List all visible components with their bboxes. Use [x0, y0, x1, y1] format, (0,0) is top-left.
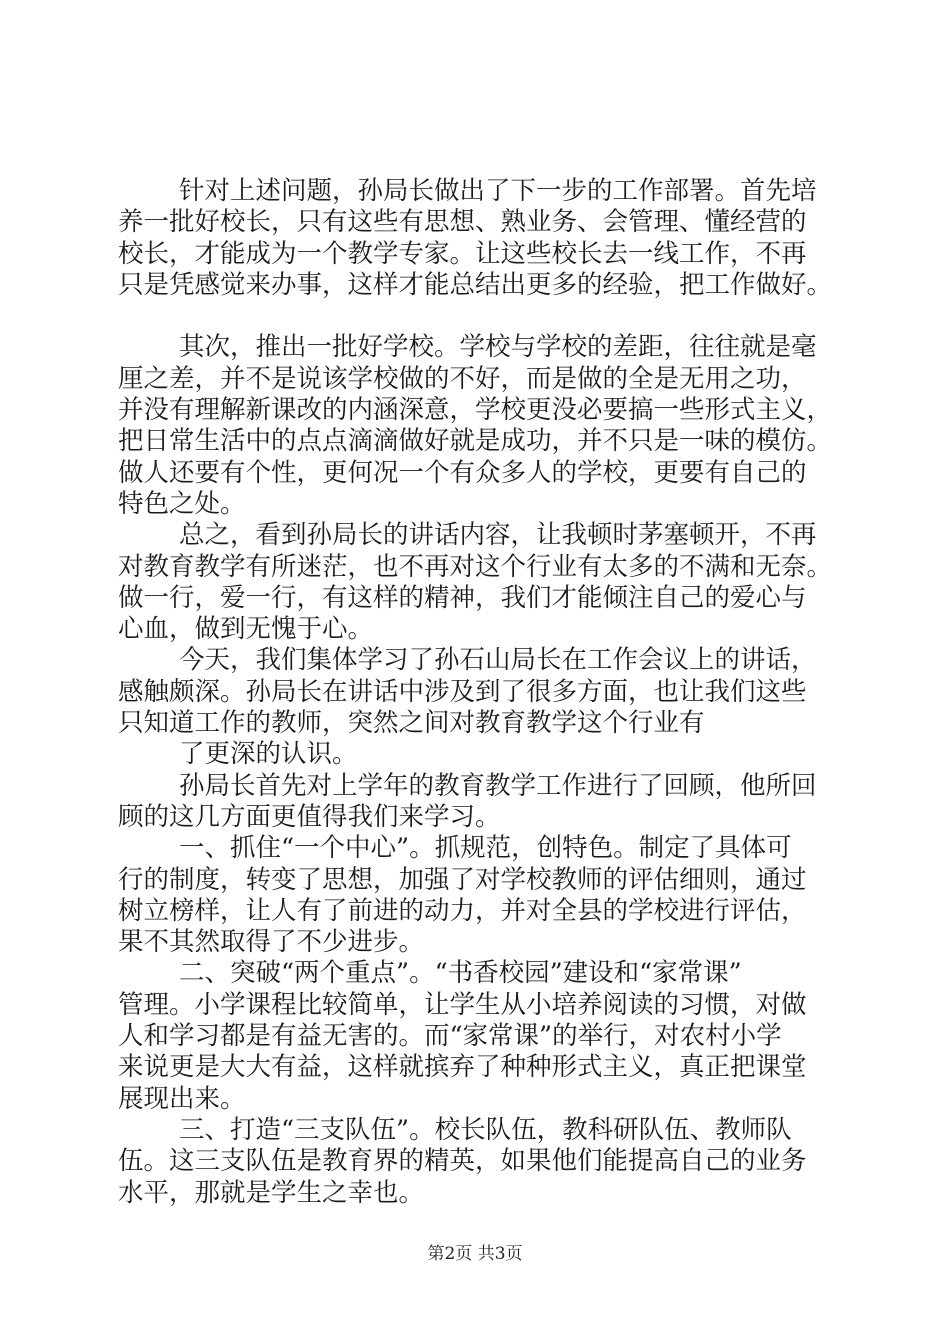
text-line: 对教育教学有所迷茫，也不再对这个行业有太多的不满和无奈。	[118, 551, 833, 582]
text-line: 水平，那就是学生之幸也。	[118, 1177, 425, 1208]
text-line: 特色之处。	[118, 488, 246, 519]
text-line: 二、突破“两个重点”。“书香校园”建设和“家常课”	[179, 958, 742, 989]
text-line: 养一批好校长，只有这些有思想、熟业务、会管理、懂经营的	[118, 207, 807, 238]
text-line: 果不其然取得了不少进步。	[118, 927, 425, 958]
text-line: 今天，我们集体学习了孙石山局长在工作会议上的讲话，	[179, 645, 817, 676]
paragraph-gap	[118, 301, 838, 332]
text-line: 厘之差，并不是说该学校做的不好，而是做的全是无用之功，	[118, 363, 807, 394]
text-line: 做人还要有个性，更何况一个有众多人的学校，更要有自己的	[118, 457, 807, 488]
text-line: 三、打造“三支队伍”。校长队伍，教科研队伍、教师队	[179, 1114, 792, 1145]
text-line: 展现出来。	[118, 1083, 246, 1114]
text-line: 并没有理解新课改的内涵深意，学校更没必要搞一些形式主义，	[118, 395, 833, 426]
text-line: 把日常生活中的点点滴滴做好就是成功，并不只是一味的模仿。	[118, 426, 833, 457]
text-line: 只是凭感觉来办事，这样才能总结出更多的经验，把工作做好。	[118, 269, 833, 300]
text-line: 孙局长首先对上学年的教育教学工作进行了回顾，他所回	[179, 770, 817, 801]
text-line: 树立榜样，让人有了前进的动力，并对全县的学校进行评估，	[118, 895, 807, 926]
document-body	[118, 176, 838, 1209]
text-line: 做一行，爱一行，有这样的精神，我们才能倾注自己的爱心与	[118, 582, 807, 613]
text-line: 心血，做到无愧于心。	[118, 614, 374, 645]
text-line: 一、抓住“一个中心”。抓规范，创特色。制定了具体可	[179, 833, 792, 864]
text-line: 针对上述问题，孙局长做出了下一步的工作部署。首先培	[179, 176, 817, 206]
text-line: 管理。小学课程比较简单，让学生从小培养阅读的习惯，对做	[118, 989, 807, 1020]
text-line: 总之，看到孙局长的讲话内容，让我顿时茅塞顿开，不再	[179, 520, 817, 551]
text-line: 其次，推出一批好学校。学校与学校的差距，往往就是毫	[179, 332, 817, 363]
text-line: 了更深的认识。	[179, 739, 358, 770]
text-line: 来说更是大大有益，这样就摈弃了种种形式主义，真正把课堂	[118, 1052, 807, 1083]
text-line: 顾的这几方面更值得我们来学习。	[118, 801, 501, 832]
page-number-footer: 第2页 共3页	[427, 1244, 523, 1264]
text-line: 人和学习都是有益无害的。而“家常课”的举行，对农村小学	[118, 1021, 782, 1052]
text-line: 感触颇深。孙局长在讲话中涉及到了很多方面，也让我们这些	[118, 676, 807, 707]
text-line: 只知道工作的教师，突然之间对教育教学这个行业有	[118, 708, 705, 739]
text-line: 伍。这三支队伍是教育界的精英，如果他们能提高自己的业务	[118, 1146, 807, 1177]
text-line: 校长，才能成为一个教学专家。让这些校长去一线工作，不再	[118, 238, 807, 269]
text-line: 行的制度，转变了思想，加强了对学校教师的评估细则，通过	[118, 864, 807, 895]
